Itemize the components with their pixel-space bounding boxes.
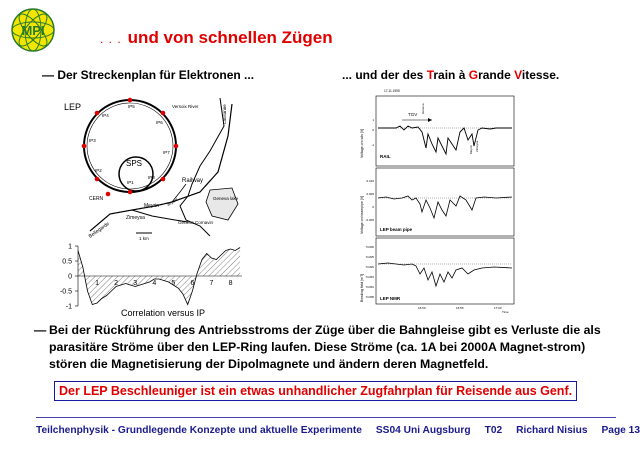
beampipe-label: LEP beam pipe (380, 227, 413, 232)
versoix-label: Versoix River (172, 104, 199, 109)
ip8-dot (161, 177, 166, 182)
bellegarde-label: Bellegarde (87, 221, 111, 240)
ip5-dot (128, 98, 133, 103)
beampipe-ytick: -0.005 (365, 218, 374, 222)
beampipe-ytick: 0.005 (366, 192, 374, 196)
nmr-ytick: 74.810 (365, 285, 374, 289)
rail-trace (378, 126, 512, 154)
ip5-label: IP5 (128, 104, 135, 109)
footer (36, 425, 640, 436)
correlation-x-tick: 8 (228, 280, 233, 287)
geneva-lake-label: Geneva lake (213, 196, 239, 201)
railway-label: Railway (182, 178, 204, 184)
zimeysa-label: Zimeysa (126, 215, 145, 221)
footer-rule (36, 417, 616, 418)
nmr-ytick: 74.825 (365, 255, 374, 259)
scale-label: 1 km (139, 236, 149, 241)
correlation-x-tick: 7 (209, 280, 214, 287)
traces-date: 17.11.1995 (384, 89, 400, 93)
beampipe-panel (376, 168, 514, 236)
nmr-ytick: 74.820 (365, 265, 374, 269)
ip7-label: IP7 (163, 150, 170, 155)
geneva-annotation: Geneva (421, 103, 425, 114)
footer-code: T02 (484, 425, 503, 436)
title-text: und von schnellen Zügen (127, 28, 333, 47)
nmr-panel (376, 238, 514, 304)
cern-dot (106, 192, 111, 197)
correlation-y-tick: -1 (65, 303, 72, 311)
meyrin-annotation: Meyrin (469, 144, 473, 154)
ip6-label: IP6 (156, 120, 163, 125)
nmr-ytick: 74.805 (365, 295, 374, 299)
lep-label: LEP (64, 102, 82, 112)
ip1-dot (128, 190, 133, 195)
paragraph-text: Bei der Rückführung des Antriebsstroms der Züge über die Bahngleise gibt es Verluste die als parasitäre Ströme über den LEP-Ring laufen. Diese Ströme (ca. 1A bei 2000A Magnet-strom) stören die Magnetisierung der Dipolmagnete und ändern deren Magnetfeld. (49, 323, 601, 371)
ip2-label: IP2 (95, 168, 102, 173)
correlation-y-ticks (60, 244, 78, 311)
beampipe-ytick: 0.010 (366, 179, 374, 183)
ip8-label: IP8 (148, 175, 155, 180)
meyrin-label: Meyrin (144, 203, 160, 209)
ip6-dot (161, 111, 166, 116)
correlation-y-tick: 0 (68, 273, 72, 281)
mpi-logo (8, 6, 58, 54)
lausanne-label: Lausanne (222, 104, 227, 124)
correlation-y-tick: 0.5 (62, 258, 72, 266)
highlight-box: Der LEP Beschleuniger ist ein etwas unhandlicher Zugfahrplan für Reisende aus Genf. (54, 381, 577, 401)
nmr-ytick: 74.830 (365, 245, 374, 249)
correlation-y-tick: -0.5 (59, 288, 72, 296)
ip7-dot (174, 144, 179, 149)
time-xlabel: Time (502, 310, 509, 314)
ip3-label: IP3 (89, 138, 96, 143)
nmr-label: LEP NMR (380, 296, 401, 301)
footer-author: Richard Nisius (516, 425, 588, 436)
time-tick: 16:55 (456, 306, 464, 310)
sps-label: SPS (126, 159, 143, 168)
tgv-arrowhead (428, 118, 432, 122)
ip4-label: IP4 (102, 113, 109, 118)
ip2-dot (95, 177, 100, 182)
slide-title (100, 28, 333, 48)
geneva-cornavin-label: Geneva Cornavin (178, 220, 214, 225)
train-traces-chart (356, 88, 516, 314)
lep-map (60, 96, 246, 244)
geneva-lake-shape (206, 188, 238, 220)
rail-ytick: -1 (371, 143, 374, 147)
beampipe-trace (378, 196, 512, 218)
footer-course: Teilchenphysik - Grundlegende Konzepte und aktuelle Experimente (36, 425, 362, 436)
ip4-dot (95, 111, 100, 116)
correlation-x-tick: 4 (152, 280, 157, 287)
nmr-ytick: 74.815 (365, 275, 374, 279)
time-tick: 17:00 (494, 306, 502, 310)
ip3-dot (82, 144, 87, 149)
nmr-trace (378, 263, 512, 286)
explanation-paragraph (34, 322, 614, 373)
rail-label: RAIL (380, 154, 391, 159)
title-dots: . . . (100, 32, 122, 46)
footer-page: Page 13 (601, 425, 640, 436)
zimeysa-annotation: Zimeysa (475, 140, 479, 152)
rail-ytick: 0 (372, 128, 374, 132)
footer-term: SS04 Uni Augsburg (375, 425, 471, 436)
correlation-xlabel: Correlation versus IP (121, 308, 206, 318)
bullet-dash: — (34, 323, 47, 337)
left-heading: — Der Streckenplan für Elektronen ... (42, 68, 255, 82)
rail-ylabel: Voltage on rails [V] (360, 128, 364, 158)
beampipe-ytick: 0 (372, 205, 374, 209)
ip1-label: IP1 (127, 180, 134, 185)
tgv-label: TGV (408, 112, 418, 117)
lep-ring-inner (87, 103, 173, 189)
rail-ytick: 1 (372, 118, 374, 122)
nmr-ylabel: Bending field [mT] (360, 273, 364, 302)
right-heading: ... und der des Train à Grande Vitesse. (342, 68, 560, 82)
logo-text: MPI (21, 23, 45, 38)
airport-label: airport (166, 196, 179, 207)
rail-panel (376, 96, 514, 166)
time-tick: 16:50 (418, 306, 426, 310)
cern-label: CERN (89, 196, 104, 202)
correlation-y-tick: 1 (68, 243, 72, 251)
beampipe-ylabel: Voltage on beampipe [V] (360, 195, 364, 234)
